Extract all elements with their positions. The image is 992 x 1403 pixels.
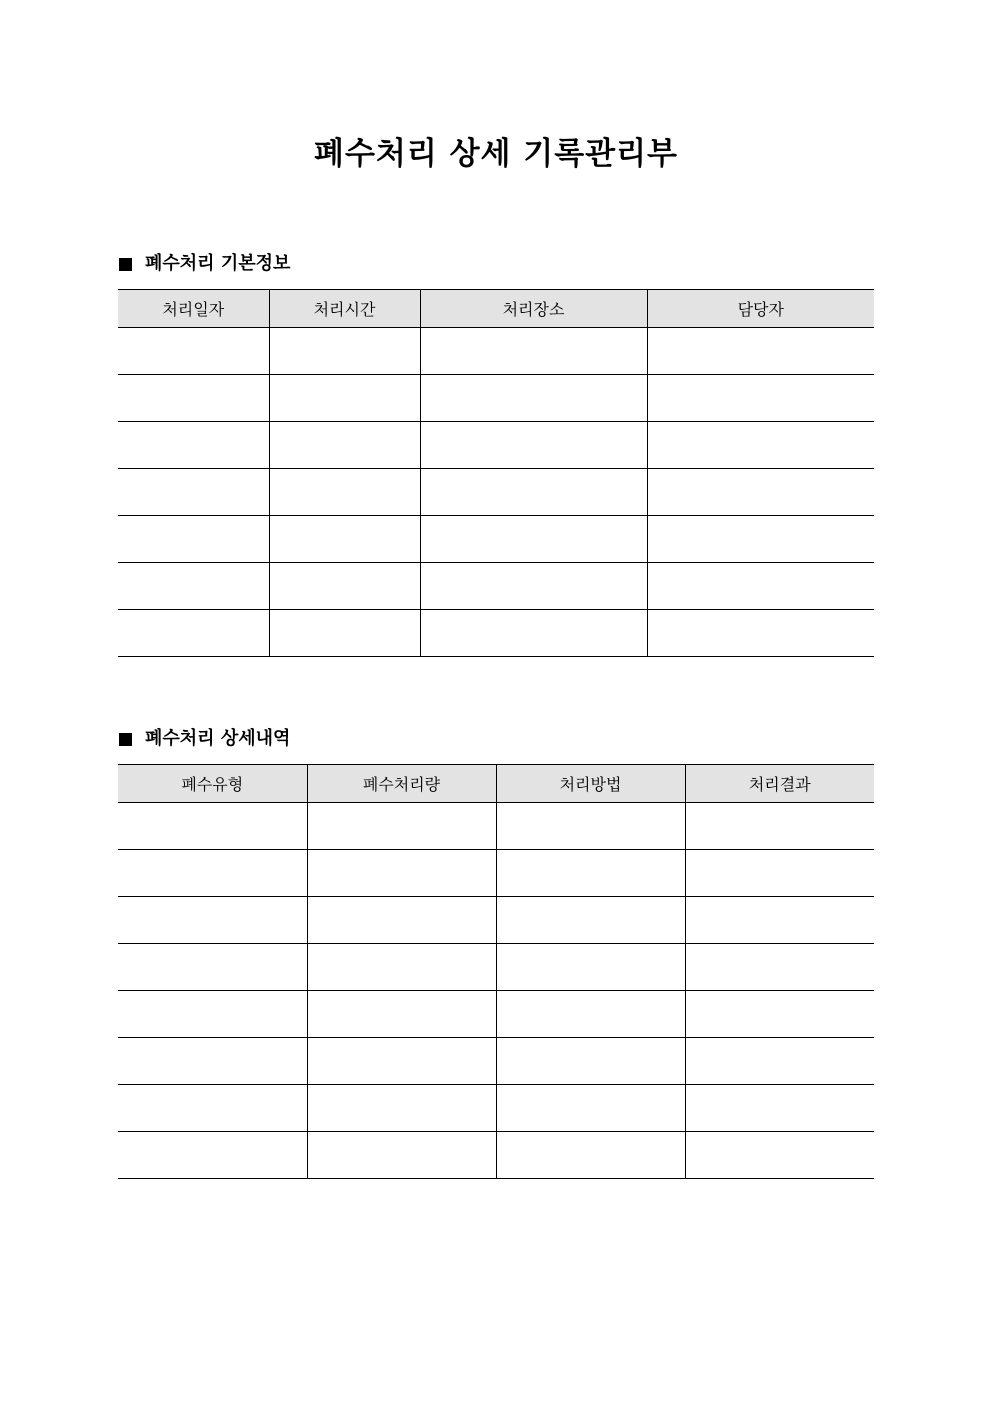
table-cell[interactable] [118,563,269,610]
table-cell[interactable] [307,1085,496,1132]
table-cell[interactable] [118,944,307,991]
table-cell[interactable] [420,328,647,375]
table-cell[interactable] [685,1132,874,1179]
table-cell[interactable] [118,328,269,375]
table-row [118,422,874,469]
table-row [118,375,874,422]
table-cell[interactable] [269,563,420,610]
table-cell[interactable] [307,1132,496,1179]
table-cell[interactable] [496,1038,685,1085]
table-row [118,469,874,516]
table-cell[interactable] [118,1132,307,1179]
table-cell[interactable] [307,897,496,944]
table-cell[interactable] [269,610,420,657]
table-cell[interactable] [269,469,420,516]
table-cell[interactable] [307,944,496,991]
table-cell[interactable] [685,897,874,944]
table-cell[interactable] [118,991,307,1038]
table-cell[interactable] [496,850,685,897]
table-row [118,1132,874,1179]
basic-info-table-body [118,328,874,657]
table-cell[interactable] [118,1085,307,1132]
column-header-wastewater-type: 폐수유형 [118,765,307,803]
table-cell[interactable] [118,850,307,897]
table-cell[interactable] [420,516,647,563]
table-cell[interactable] [420,422,647,469]
table-cell[interactable] [269,328,420,375]
table-cell[interactable] [496,1132,685,1179]
table-row [118,991,874,1038]
table-cell[interactable] [420,563,647,610]
basic-info-table [118,289,874,657]
table-cell[interactable] [685,803,874,850]
table-row [118,897,874,944]
table-cell[interactable] [496,803,685,850]
column-header-treatment-method: 처리방법 [496,765,685,803]
document-title: 폐수처리 상세 기록관리부 [314,136,678,172]
table-cell[interactable] [307,1038,496,1085]
table-cell[interactable] [307,991,496,1038]
table-row [118,1085,874,1132]
table-cell[interactable] [269,422,420,469]
table-cell[interactable] [685,991,874,1038]
table-cell[interactable] [685,1038,874,1085]
table-cell[interactable] [269,516,420,563]
table-row [118,850,874,897]
table-row [118,944,874,991]
section-heading-basic-info [119,252,290,276]
table-row [118,328,874,375]
section-heading-detail-info [119,727,290,751]
table-cell[interactable] [647,422,874,469]
column-header-location: 처리장소 [420,290,647,328]
table-cell[interactable] [647,328,874,375]
detail-info-table-body [118,803,874,1179]
table-cell[interactable] [647,563,874,610]
table-cell[interactable] [496,991,685,1038]
table-cell[interactable] [420,610,647,657]
table-cell[interactable] [420,469,647,516]
table-cell[interactable] [647,375,874,422]
table-cell[interactable] [118,422,269,469]
section-heading-label: 폐수처리 상세내역 [145,728,291,749]
table-cell[interactable] [118,375,269,422]
table-cell[interactable] [118,1038,307,1085]
table-row [118,563,874,610]
table-row [118,803,874,850]
table-cell[interactable] [496,944,685,991]
table-row [118,516,874,563]
table-cell[interactable] [118,516,269,563]
table-cell[interactable] [118,610,269,657]
table-cell[interactable] [118,897,307,944]
detail-info-table [118,764,874,1179]
table-row [118,610,874,657]
table-cell[interactable] [685,1085,874,1132]
table-cell[interactable] [685,944,874,991]
square-bullet-icon [119,733,132,746]
table-cell[interactable] [647,610,874,657]
column-header-date: 처리일자 [118,290,269,328]
table-cell[interactable] [685,850,874,897]
table-cell[interactable] [496,1085,685,1132]
table-cell[interactable] [118,469,269,516]
square-bullet-icon [119,258,132,271]
table-row [118,1038,874,1085]
table-header-row [118,290,874,328]
table-cell[interactable] [496,897,685,944]
table-cell[interactable] [118,803,307,850]
table-cell[interactable] [420,375,647,422]
column-header-manager: 담당자 [647,290,874,328]
table-cell[interactable] [647,469,874,516]
table-cell[interactable] [307,850,496,897]
table-cell[interactable] [307,803,496,850]
table-cell[interactable] [647,516,874,563]
table-cell[interactable] [269,375,420,422]
column-header-time: 처리시간 [269,290,420,328]
section-heading-label: 폐수처리 기본정보 [145,253,291,274]
column-header-treatment-result: 처리결과 [685,765,874,803]
table-header-row [118,765,874,803]
column-header-treatment-volume: 폐수처리량 [307,765,496,803]
